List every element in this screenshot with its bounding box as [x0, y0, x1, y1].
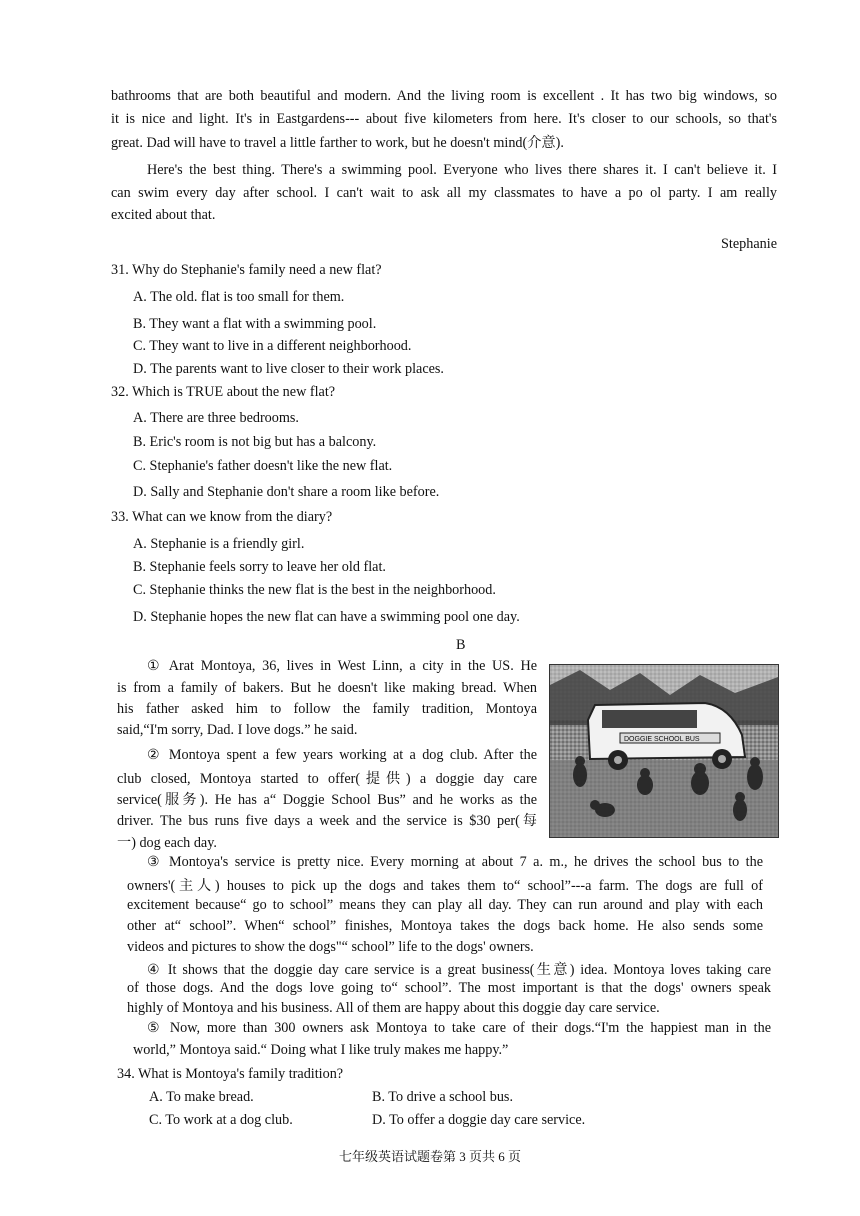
b-p4-line-1: ④ It shows that the doggie day care service is a great business(生意) idea. Montoya loves taking care: [147, 962, 771, 978]
b-p2-line-1: ② Montoya spent a few years working at a dog club. After the: [147, 747, 537, 763]
b-p3-line-4: other at“ school”. When“ school” finishes, Montoya takes the dogs back home. He also sends some: [127, 918, 763, 934]
question-32-option-a: A. There are three bedrooms.: [133, 410, 299, 426]
b-p3-line-1: ③ Montoya's service is pretty nice. Every morning at about 7 a. m., he drives the school bus to the: [147, 854, 763, 870]
question-34-option-a: A. To make bread.: [149, 1089, 254, 1105]
b-p1-line-4: said,“I'm sorry, Dad. I love dogs.” he said.: [117, 722, 358, 738]
question-32-option-d: D. Sally and Stephanie don't share a room like before.: [133, 484, 440, 500]
diary-p2-line-3: excited about that.: [111, 207, 216, 223]
question-32-option-c: C. Stephanie's father doesn't like the new flat.: [133, 458, 393, 474]
question-32-stem: 32. Which is TRUE about the new flat?: [111, 384, 336, 400]
b-p3-line-5: videos and pictures to show the dogs"“ school” life to the dogs' owners.: [127, 939, 534, 955]
question-33-stem: 33. What can we know from the diary?: [111, 509, 333, 525]
b-p4-line-2: of those dogs. And the dogs love going to“ school”. The most important is that the dogs' owners speak: [127, 980, 771, 996]
b-p3-line-3: excitement because“ go to school” means they can play all day. They can run around and play with each: [127, 897, 763, 913]
b-p1-line-3: his father asked him to follow the family tradition, Montoya: [117, 701, 537, 717]
question-32-option-b: B. Eric's room is not big but has a balcony.: [133, 434, 377, 450]
question-34-option-b: B. To drive a school bus.: [372, 1089, 514, 1105]
question-34-stem: 34. What is Montoya's family tradition?: [117, 1066, 344, 1082]
diary-line-2: it is nice and light. It's in Eastgardens--- about five kilometers from here. It's closer to our schools, so that's: [111, 111, 777, 127]
question-31-option-b: B. They want a flat with a swimming pool.: [133, 316, 377, 332]
bus-label: DOGGIE SCHOOL BUS: [624, 736, 700, 743]
b-p5-line-1: ⑤ Now, more than 300 owners ask Montoya to take care of their dogs.“I'm the happiest man in the: [147, 1020, 771, 1036]
diary-p2-line-1: Here's the best thing. There's a swimming pool. Everyone who lives there shares it. I can't believe it. I: [147, 162, 777, 178]
b-p5-line-2: world,” Montoya said.“ Doing what I like truly makes me happy.”: [133, 1042, 509, 1058]
b-p2-line-4: driver. The bus runs five days a week and the service is $30 per(每: [117, 813, 537, 829]
diary-line-3: great. Dad will have to travel a little farther to work, but he doesn't mind(介意).: [111, 135, 564, 151]
diary-line-1: bathrooms that are both beautiful and modern. And the living room is excellent . It has two big windows, so: [111, 88, 777, 104]
question-31-option-d: D. The parents want to live closer to their work places.: [133, 361, 444, 377]
question-31-option-c: C. They want to live in a different neighborhood.: [133, 338, 412, 354]
diary-p2-line-2: can swim every day after school. I can't wait to ask all my classmates to have a po ol party. I am really: [111, 185, 777, 201]
b-p2-line-2: club closed, Montoya started to offer(提供) a doggie day care: [117, 771, 537, 787]
b-p3-line-2: owners'(主人) houses to pick up the dogs and takes them to“ school”---a farm. The dogs are full of: [127, 878, 763, 894]
question-31-stem: 31. Why do Stephanie's family need a new flat?: [111, 262, 382, 278]
b-p4-line-3: highly of Montoya and his business. All of them are happy about this doggie day care service.: [127, 1000, 660, 1016]
question-34-option-d: D. To offer a doggie day care service.: [372, 1112, 586, 1128]
question-33-option-b: B. Stephanie feels sorry to leave her old flat.: [133, 559, 386, 575]
page-footer: 七年级英语试题卷第 3 页共 6 页: [338, 1149, 521, 1164]
question-31-option-a: A. The old. flat is too small for them.: [133, 289, 345, 305]
b-p2-line-3: service(服务). He has a“ Doggie School Bus” and he works as the: [117, 792, 537, 808]
section-b-heading: B: [456, 637, 466, 653]
doggie-bus-photo: [549, 664, 779, 838]
b-p1-line-1: ① Arat Montoya, 36, lives in West Linn, a city in the US. He: [147, 658, 537, 674]
question-34-option-c: C. To work at a dog club.: [149, 1112, 293, 1128]
question-33-option-d: D. Stephanie hopes the new flat can have a swimming pool one day.: [133, 609, 520, 625]
question-33-option-a: A. Stephanie is a friendly girl.: [133, 536, 305, 552]
question-33-option-c: C. Stephanie thinks the new flat is the best in the neighborhood.: [133, 582, 496, 598]
diary-signature: Stephanie: [721, 236, 777, 252]
b-p1-line-2: is from a family of bakers. But he doesn't like making bread. When: [117, 680, 537, 696]
b-p2-line-5: 一) dog each day.: [117, 835, 217, 851]
